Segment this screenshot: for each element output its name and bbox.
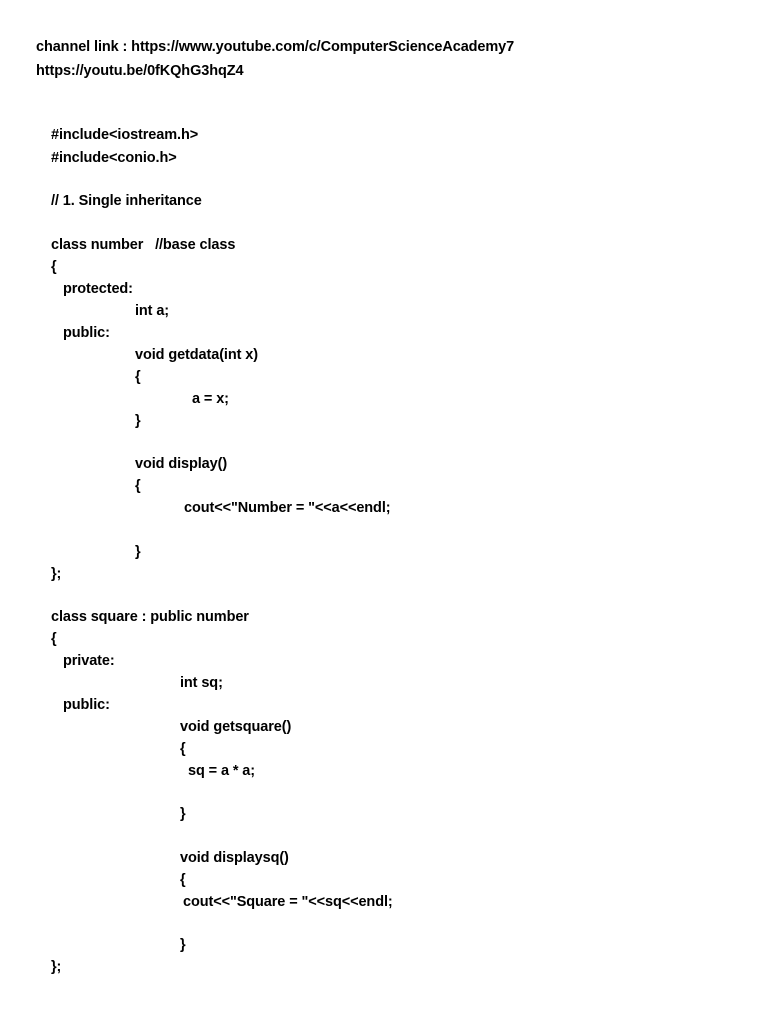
- code-line: cout<<"Number = "<<a<<endl;: [184, 500, 391, 516]
- code-line: }: [135, 544, 141, 560]
- code-line: {: [135, 369, 141, 385]
- code-line: #include<iostream.h>: [51, 127, 199, 143]
- code-line: cout<<"Square = "<<sq<<endl;: [183, 894, 393, 910]
- code-line: private:: [63, 653, 115, 669]
- code-line: }: [180, 806, 186, 822]
- code-comment: // 1. Single inheritance: [51, 193, 202, 209]
- code-line: {: [51, 631, 57, 647]
- code-line: {: [180, 741, 186, 757]
- code-line: int sq;: [180, 675, 223, 691]
- code-line: };: [51, 959, 62, 975]
- code-line: };: [51, 566, 62, 582]
- code-line: void display(): [135, 456, 228, 472]
- code-line: {: [180, 872, 186, 888]
- code-line: class square : public number: [51, 609, 249, 625]
- code-line: void getsquare(): [180, 719, 292, 735]
- code-line: }: [180, 937, 186, 953]
- code-line: a = x;: [192, 391, 229, 407]
- code-line: #include<conio.h>: [51, 150, 177, 166]
- code-line: class number //base class: [51, 237, 236, 253]
- code-line: void displaysq(): [180, 850, 289, 866]
- code-line: public:: [63, 697, 110, 713]
- code-line: int a;: [135, 303, 170, 319]
- code-line: protected:: [63, 281, 133, 297]
- code-line: public:: [63, 325, 110, 341]
- code-line: {: [51, 259, 57, 275]
- code-line: sq = a * a;: [188, 763, 256, 779]
- code-line: {: [135, 478, 141, 494]
- code-line: void getdata(int x): [135, 347, 258, 363]
- video-link[interactable]: https://youtu.be/0fKQhG3hqZ4: [36, 63, 244, 79]
- channel-link[interactable]: channel link : https://www.youtube.com/c/ComputerScienceAcademy7: [36, 39, 515, 55]
- code-line: }: [135, 413, 141, 429]
